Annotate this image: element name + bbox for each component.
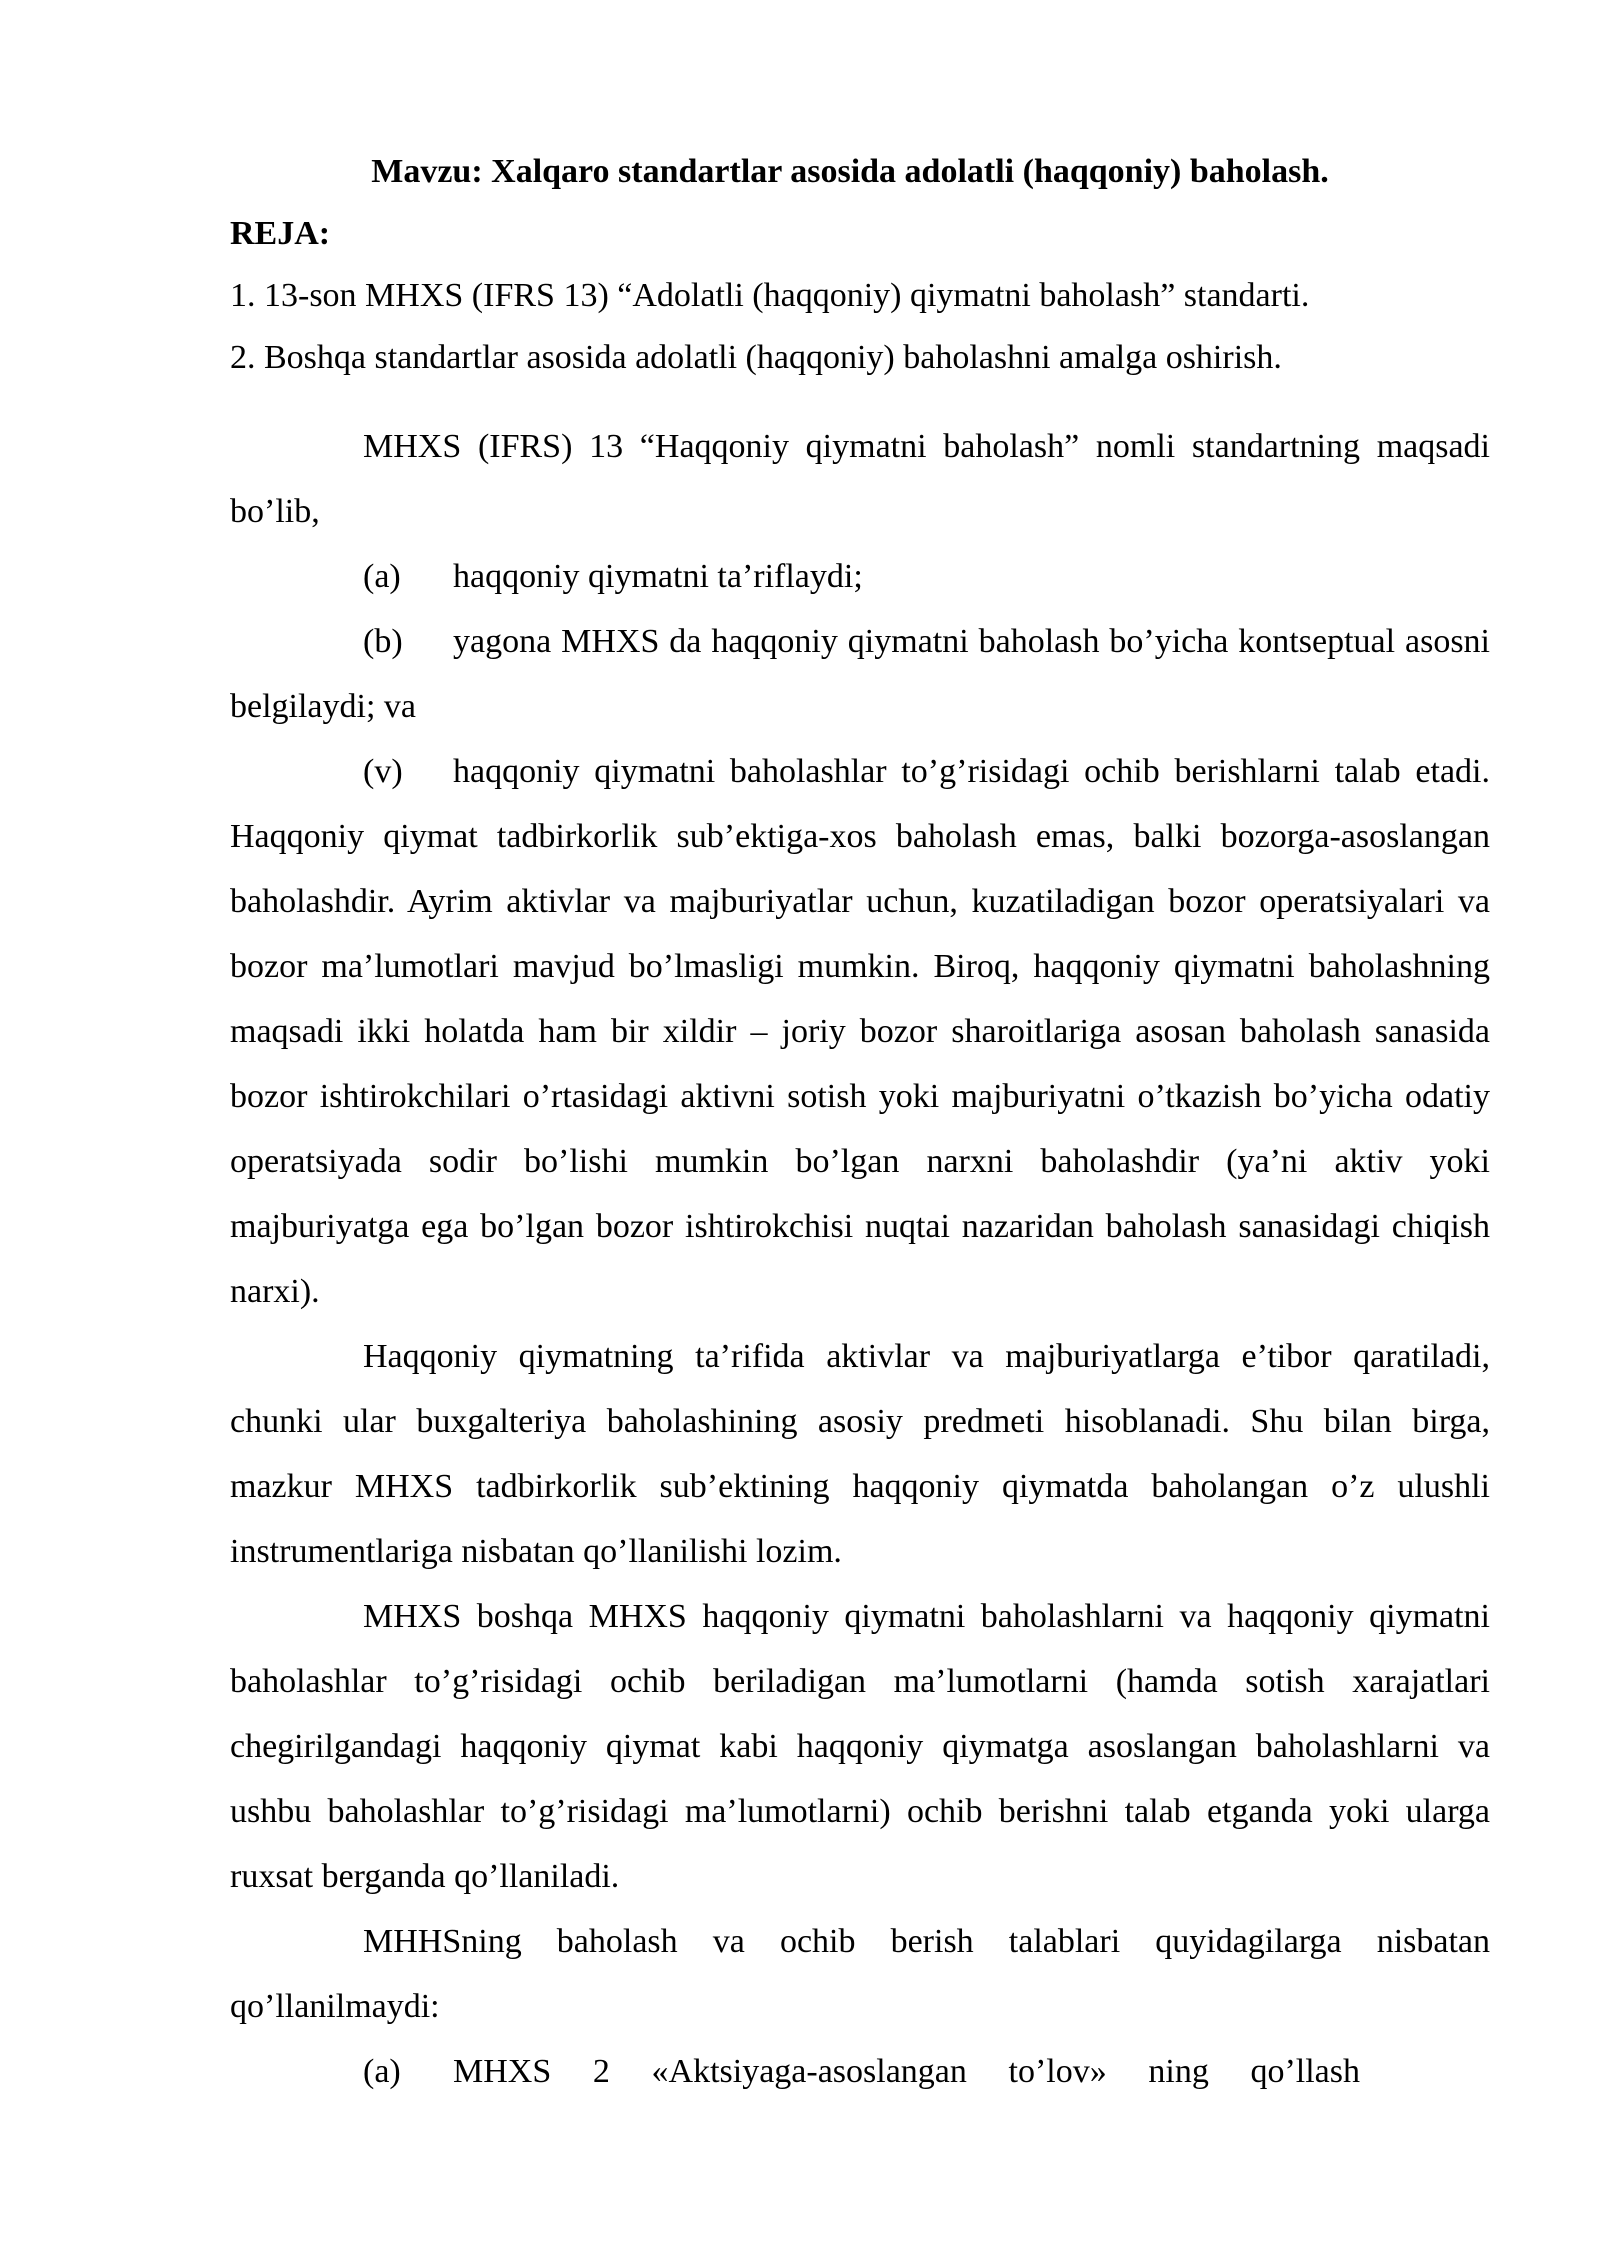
plan-item: 1. 13-son MHXS (IFRS 13) “Adolatli (haqqoniy) qiymatni baholash” standarti. xyxy=(230,277,1310,314)
body-paragraph: Haqqoniy qiymatning ta’rifida aktivlar va majburiyatlarga e’tibor qaratiladi, chunki ular buxgalteriya baholashining asosiy predmeti hisoblanadi. Shu bilan birga, mazkur MHXS tadbirkorlik sub’ektining haqqoniy qiymatda baholangan o’z ulushli instrumentlariga nisbatan qo’llanilishi lozim. xyxy=(230,1338,1490,1570)
exclusion-text: MHXS 2 «Aktsiyaga-asoslangan to’lov» ning qo’llash xyxy=(453,2053,1360,2090)
document-body xyxy=(230,150,1490,2104)
objective-item xyxy=(230,544,1490,609)
list-marker: (v) xyxy=(363,753,403,790)
objective-item xyxy=(230,739,1490,1324)
body-paragraph: MHHSning baholash va ochib berish talablari quyidagilarga nisbatan qo’llanilmaydi: xyxy=(230,1923,1490,2025)
plan-heading: REJA: xyxy=(230,215,331,252)
objective-text: haqqoniy qiymatni baholashlar to’g’risidagi ochib berishlarni talab etadi. Haqqoniy qiymat tadbirkorlik sub’ektiga-xos baholash emas, balki bozorga-asoslangan baholashdir. Ayrim aktivlar va majburiyatlar uchun, kuzatiladigan bozor operatsiyalari va bozor ma’lumotlari mavjud bo’lmasligi mumkin. Biroq, haqqoniy qiymatni baholashning maqsadi ikki holatda ham bir xildir – joriy bozor sharoitlariga asosan baholash sanasida bozor ishtirokchilari o’rtasidagi aktivni sotish yoki majburiyatni o’tkazish bo’yicha odatiy operatsiyada sodir bo’lishi mumkin bo’lgan narxni baholashdir (ya’ni aktiv yoki majburiyatga ega bo’lgan bozor ishtirokchisi nuqtai nazaridan baholash sanasidagi chiqish narxi). xyxy=(230,753,1490,1310)
body-paragraph: MHXS boshqa MHXS haqqoniy qiymatni baholashlarni va haqqoniy qiymatni baholashlar to’g’risidagi ochib beriladigan ma’lumotlarni (hamda sotish xarajatlari chegirilgandagi haqqoniy qiymat kabi haqqoniy qiymatga asoslangan baholashlarni va ushbu baholashlar to’g’risidagi ma’lumotlarni) ochib berishni talab etganda yoki ularga ruxsat berganda qo’llaniladi. xyxy=(230,1598,1490,1895)
exclusion-item xyxy=(230,2039,1360,2104)
intro-paragraph: MHXS (IFRS) 13 “Haqqoniy qiymatni baholash” nomli standartning maqsadi bo’lib, xyxy=(230,428,1490,530)
list-marker: (a) xyxy=(363,2053,401,2090)
objective-text: yagona MHXS da haqqoniy qiymatni baholash bo’yicha kontseptual asosni belgilaydi; va xyxy=(230,623,1490,725)
document-title: Mavzu: Xalqaro standartlar asosida adolatli (haqqoniy) baholash. xyxy=(371,153,1329,190)
plan-item: 2. Boshqa standartlar asosida adolatli (haqqoniy) baholashni amalga oshirish. xyxy=(230,339,1282,376)
list-marker: (a) xyxy=(363,558,401,595)
objective-item xyxy=(230,609,1490,739)
list-marker: (b) xyxy=(363,623,403,660)
objective-text: haqqoniy qiymatni ta’riflaydi; xyxy=(453,558,863,595)
